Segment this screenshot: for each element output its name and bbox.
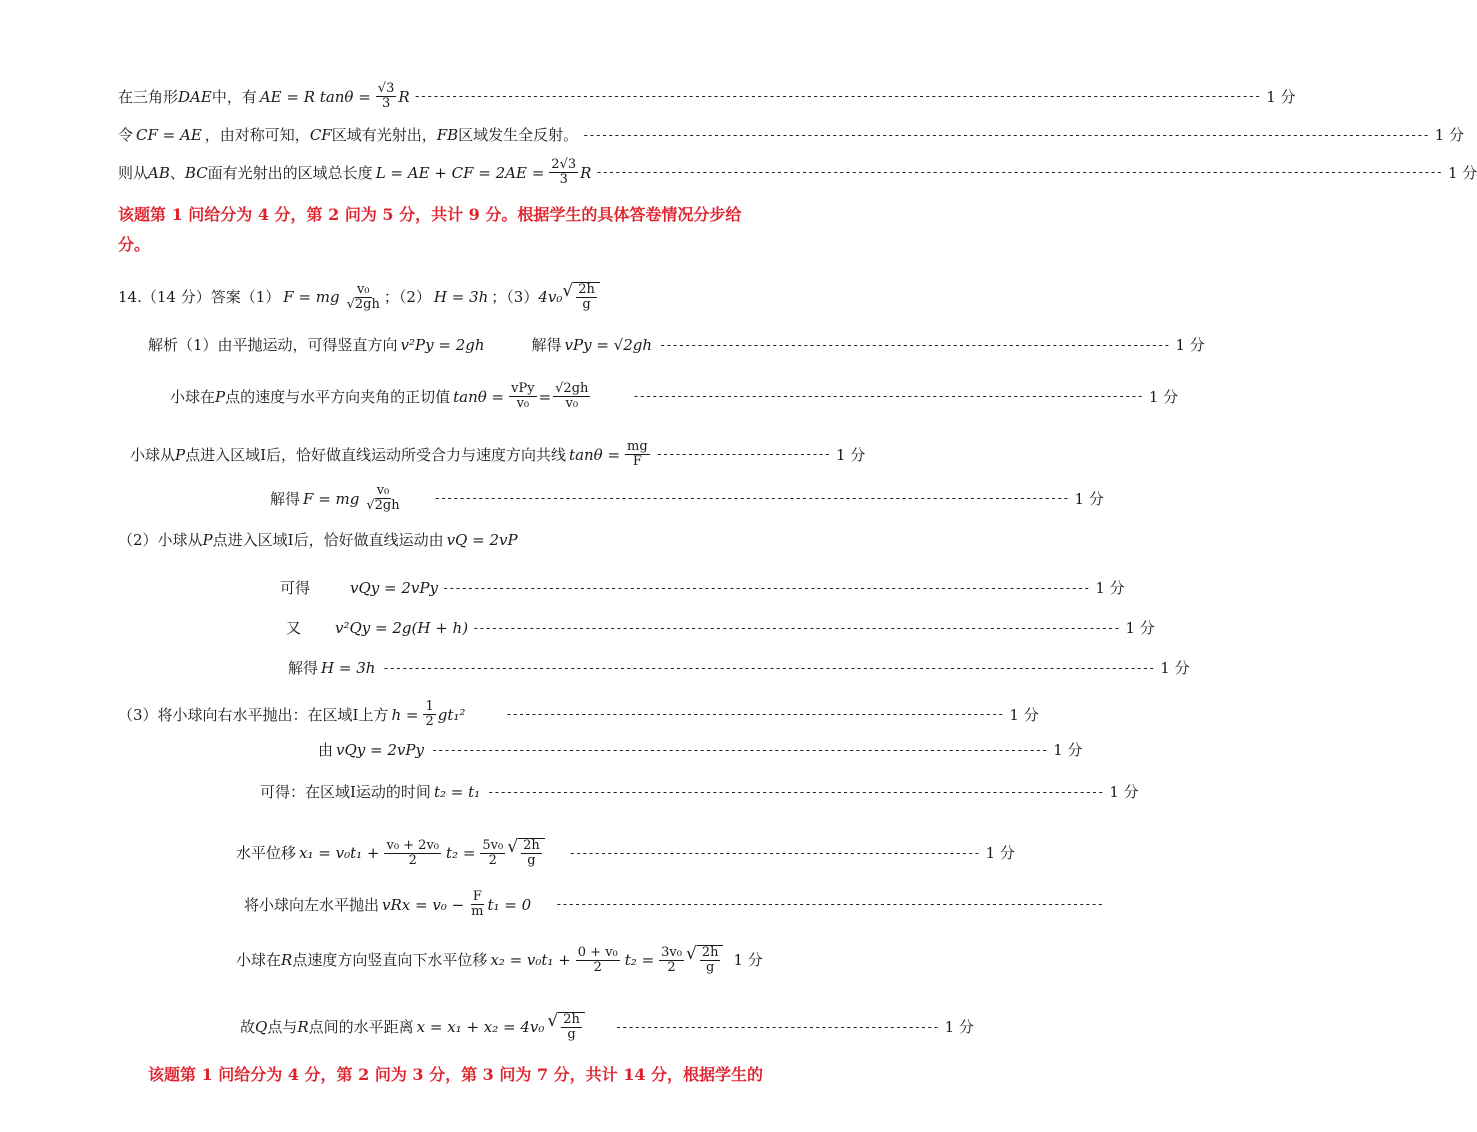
line-18: 小球在 R 点速度方向竖直向下水平位移 x₂ = v₀t₁ + $\frac{\text{0 + v₀}}{2}$ t₂ = $\frac{\text{3v₀}}{2}$ √ $\frac{2h}{g}$ 1 分 (236, 944, 763, 976)
line-6: 小球在 P 点的速度与水平方向夹角的正切值 tanθ = $\frac{\text{vPy}}{\text{v₀}}$ = $\frac{√2gh}{\text{v₀}}$ ---------------------------------------------------------------------------------- 1 分 (170, 381, 1179, 412)
line-15: 可得：在区域Ⅰ运动的时间 t₂ = t₁ --------------------------------------------------------------------------------------------------- 1 分 (260, 783, 1139, 801)
dash-leader: ---------------------------------------------------------------------------------------- (555, 897, 1103, 912)
score: 1 分 (1266, 87, 1296, 106)
dash-leader: --------------------------------------------------------------------------------------------------- (487, 784, 1104, 799)
dash-leader: -------------------------------------------------------------------------------------------------------- (441, 580, 1090, 595)
fraction: $\frac{√3}{3}$ (377, 81, 395, 112)
line-8: 解得 F = mg $\frac{\text{v₀}}{√2gh}$ ------------------------------------------------------------------------------------------------------ 1 分 (270, 483, 1104, 514)
dash-leader: ---------------------------------------------------------------------------------------------------------------------------------------- (595, 165, 1442, 180)
math: AE = R tanθ = (259, 87, 371, 106)
dash-leader: -------------------------------------------------------------------------------- (505, 707, 1004, 722)
score: 1 分 (1447, 163, 1477, 182)
text: 中，有 (211, 87, 257, 106)
score: 1 分 (1160, 659, 1190, 677)
line-7: 小球从 P 点进入区域Ⅰ后，恰好做直线运动所受合力与速度方向共线 tanθ = $\frac{mg}{F}$ ---------------------------- 1 分 (130, 439, 866, 470)
line-10: 可得 vQy = 2vPy -------------------------------------------------------------------------------------------------------- 1 分 (280, 579, 1125, 597)
line-19: 故 Q 点与 R 点间的水平距离 x = x₁ + x₂ = 4v₀ √ $\frac{2h}{g}$ ---------------------------------------------------- 1 分 (240, 1011, 974, 1043)
dash-leader: ---------------------------------------------------------------------------------------------------------------------------------------- (413, 89, 1261, 104)
score: 1 分 (944, 1018, 974, 1037)
dash-leader: ------------------------------------------------------------------ (568, 845, 980, 860)
dash-leader: --------------------------------------------------------------------------------------------------- (430, 742, 1048, 757)
score: 1 分 (1009, 705, 1039, 724)
score: 1 分 (1175, 336, 1205, 354)
line-16: 水平位移 x₁ = v₀t₁ + $\frac{\text{v₀ + 2v₀}}{2}$ t₂ = $\frac{\text{5v₀}}{2}$ √ $\frac{2h}{g}$ ------------------------------------------------------------------ 1 分 (236, 837, 1015, 869)
line-9: （2）小球从 P 点进入区域Ⅰ后，恰好做直线运动由 vQ = 2vP (118, 531, 518, 549)
line-11: 又 v²Qy = 2g(H + h) -------------------------------------------------------------------------------------------------------- 1 分 (286, 619, 1155, 637)
text: 在三角形 (118, 87, 179, 106)
grading-note-1: 该题第 1 问给分为 4 分，第 2 问为 5 分，共计 9 分。根据学生的具体答卷情况分步给分。 (118, 205, 742, 255)
score: 1 分 (1074, 489, 1104, 508)
dash-leader: ---------------------------- (655, 447, 830, 462)
dash-leader: ---------------------------------------------------------------------------------------------------------------------------------------- (582, 127, 1429, 142)
score: 1 分 (1109, 783, 1139, 801)
score: 1 分 (1125, 619, 1155, 637)
dash-leader: ---------------------------------------------------- (614, 1019, 939, 1034)
math: R (398, 87, 410, 106)
score: 1 分 (985, 844, 1015, 863)
dash-leader: ---------------------------------------------------------------------------------------------------------------------------- (382, 660, 1155, 675)
line-17: 将小球向左水平抛出 vRx = v₀ − $\frac{F}{m}$ t₁ = 0 ---------------------------------------------------------------------------------------- (244, 889, 1103, 920)
line-2: 令 CF = AE ，由对称可知， CF 区域有光射出， FB 区域发生全反射。 ---------------------------------------------------------------------------------------------------------------------------------------- 1 分 (118, 126, 1465, 144)
answer-line: 14.（14 分）答案（1） F = mg $\frac{\text{v₀}}{√2gh}$ ；（2） H = 3h ；（3） 4v₀ √ $\frac{2h}{g}$ (118, 282, 728, 313)
dash-leader: ---------------------------------------------------------------------------------- (632, 389, 1143, 404)
score: 1 分 (1434, 126, 1465, 144)
grading-note-2: 该题第 1 问给分为 4 分，第 2 问为 3 分，第 3 问为 7 分，共计 14 分，根据学生的 (148, 1065, 764, 1084)
dash-leader: ------------------------------------------------------------------------------------------------------ (433, 491, 1069, 506)
line-5: 解析（1）由平抛运动，可得竖直方向 v²Py = 2gh 解得 vPy = √2gh ---------------------------------------------------------------------------------- 1 分 (148, 336, 1205, 354)
line-1 (118, 81, 1296, 112)
score: 1 分 (1053, 741, 1083, 759)
line-3: 则从 AB 、 BC 面有光射出的区域总长度 L = AE + CF = 2AE = $\frac{2√3}{3}$ R ---------------------------------------------------------------------------------------------------------------------------------------- 1 分 (118, 157, 1477, 188)
score: 1 分 (1148, 387, 1179, 406)
dash-leader: ---------------------------------------------------------------------------------- (659, 337, 1170, 352)
fraction: $\frac{2√3}{3}$ (551, 157, 577, 188)
score: 1 分 (1095, 579, 1125, 597)
line-12: 解得 H = 3h ---------------------------------------------------------------------------------------------------------------------------- 1 分 (288, 659, 1190, 677)
line-13: （3）将小球向右水平抛出：在区域Ⅰ上方 h = $\frac{1}{2}$ gt₁² -------------------------------------------------------------------------------- 1 分 (118, 699, 1039, 730)
math: DAE (178, 87, 212, 106)
line-14: 由 vQy = 2vPy --------------------------------------------------------------------------------------------------- 1 分 (318, 741, 1083, 759)
dash-leader: -------------------------------------------------------------------------------------------------------- (472, 620, 1120, 635)
score: 1 分 (836, 445, 866, 464)
score: 1 分 (733, 951, 763, 970)
